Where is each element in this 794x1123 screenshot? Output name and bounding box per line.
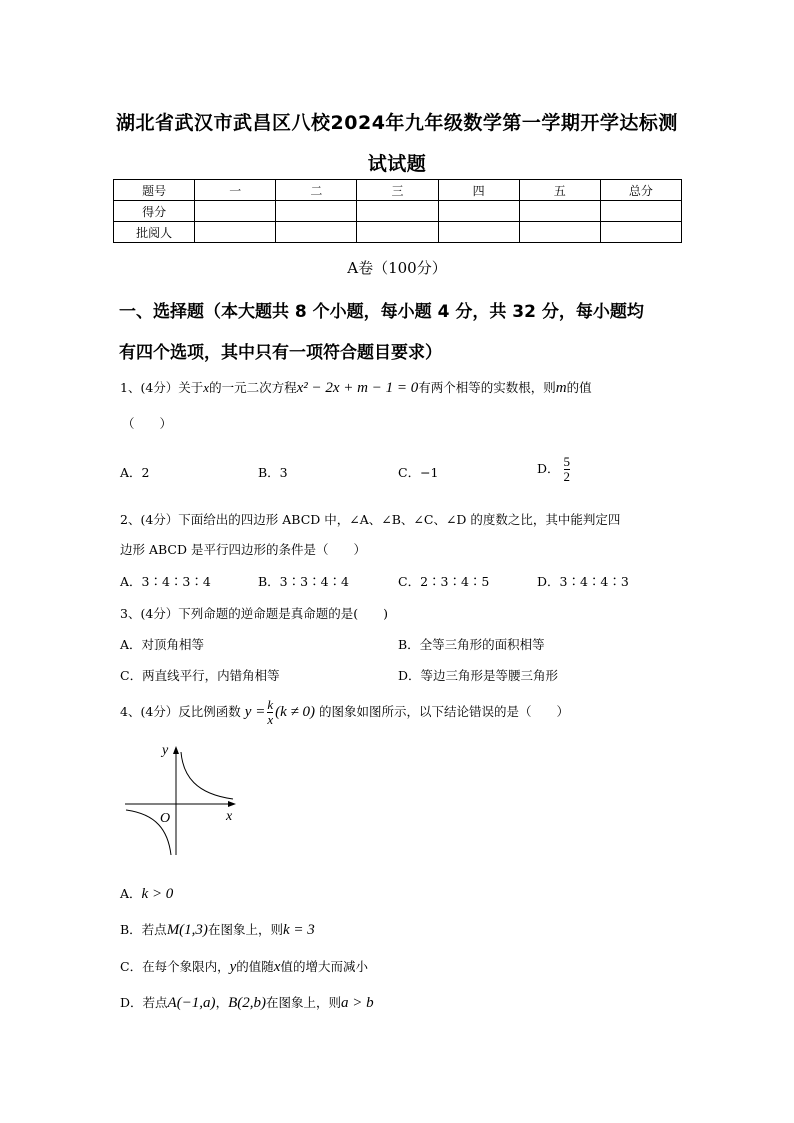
volume-heading: A卷（100分） bbox=[347, 259, 447, 277]
grader-cell[interactable] bbox=[357, 222, 438, 243]
q1-equation: x² − 2x + m − 1 = 0 bbox=[296, 380, 419, 396]
score-table-row-grader bbox=[114, 222, 682, 243]
question-2-stem-line-2: 边形 ABCD 是平行四边形的条件是（ ） bbox=[120, 542, 366, 557]
question-3-stem: 3、(4分）下列命题的逆命题是真命题的是( ) bbox=[120, 606, 389, 621]
q4-option-a-math: k > 0 bbox=[141, 886, 174, 902]
q2-option-d[interactable]: D．3∶4∶4∶3 bbox=[537, 574, 629, 589]
q4-suffix: 的图象如图所示，以下结论错误的是（ ） bbox=[319, 703, 570, 719]
x-axis-arrow bbox=[228, 801, 236, 807]
grader-cell[interactable] bbox=[195, 222, 276, 243]
question-2-stem-line-1: 2、(4分）下面给出的四边形 ABCD 中，∠A、∠B、∠C、∠D 的度数之比，其中能判定四 bbox=[120, 512, 621, 527]
q4-option-c-var-x: x bbox=[273, 959, 281, 975]
q1-option-c[interactable]: C．−1 bbox=[398, 465, 439, 480]
score-table-row-score bbox=[114, 201, 682, 222]
grader-cell[interactable] bbox=[600, 222, 681, 243]
q4-option-a[interactable] bbox=[120, 887, 173, 902]
q4-option-c-suffix: 值的增大而减小 bbox=[280, 959, 368, 974]
q4-func-condition: (k ≠ 0) bbox=[275, 703, 315, 720]
q1-mid-2: 有两个相等的实数根，则 bbox=[418, 380, 556, 395]
q4-prefix: 4、(4分）反比例函数 bbox=[120, 703, 241, 719]
score-row-label: 得分 bbox=[114, 201, 195, 222]
fraction-denominator: x bbox=[267, 711, 274, 727]
q1-var-m: m bbox=[555, 380, 567, 396]
score-row-label: 批阅人 bbox=[114, 222, 195, 243]
grader-cell[interactable] bbox=[276, 222, 357, 243]
q2-option-c[interactable]: C．2∶3∶4∶5 bbox=[398, 574, 490, 589]
q4-hyperbola-graph bbox=[120, 740, 250, 858]
q1-option-d-fraction bbox=[564, 455, 571, 483]
q4-option-d-sep: ， bbox=[215, 995, 229, 1010]
q4-option-b-point: M(1,3) bbox=[166, 922, 208, 938]
q4-func-lhs: y = bbox=[244, 703, 266, 720]
q4-option-d-mid: 在图象上，则 bbox=[265, 995, 341, 1010]
q1-option-b[interactable]: B．3 bbox=[258, 465, 288, 480]
q4-func-fraction bbox=[267, 698, 273, 726]
score-cell[interactable] bbox=[519, 201, 600, 222]
question-1-stem bbox=[120, 381, 592, 396]
q1-suffix: 的值 bbox=[566, 380, 592, 395]
q4-option-d-point-a: A(−1,a) bbox=[167, 995, 216, 1011]
x-axis-label: x bbox=[226, 809, 233, 824]
q4-option-b[interactable] bbox=[120, 923, 315, 938]
score-header-cell: 五 bbox=[519, 180, 600, 201]
q4-option-c-var-y: y bbox=[229, 959, 237, 975]
q4-option-d-label: D．若点 bbox=[120, 995, 168, 1010]
score-header-cell: 三 bbox=[357, 180, 438, 201]
q3-option-a[interactable]: A．对顶角相等 bbox=[120, 637, 205, 652]
score-table bbox=[113, 179, 682, 243]
q1-var-x: x bbox=[203, 380, 210, 395]
score-cell[interactable] bbox=[438, 201, 519, 222]
q1-option-d[interactable] bbox=[537, 455, 570, 483]
q4-option-c-label: C．在每个象限内， bbox=[120, 959, 230, 974]
score-cell[interactable] bbox=[195, 201, 276, 222]
score-cell[interactable] bbox=[357, 201, 438, 222]
score-header-cell: 四 bbox=[438, 180, 519, 201]
score-header-cell: 题号 bbox=[114, 180, 195, 201]
q4-option-c[interactable] bbox=[120, 960, 368, 975]
fraction-denominator: 2 bbox=[563, 468, 571, 484]
origin-label: O bbox=[160, 811, 171, 826]
y-axis-arrow bbox=[173, 746, 179, 754]
q4-option-b-result: k = 3 bbox=[282, 922, 315, 938]
exam-title-line-1: 湖北省武汉市武昌区八校2024年九年级数学第一学期开学达标测 bbox=[116, 112, 678, 134]
score-cell[interactable] bbox=[600, 201, 681, 222]
score-header-cell: 总分 bbox=[600, 180, 681, 201]
q4-option-b-label: B．若点 bbox=[120, 922, 167, 937]
q1-mid-1: 的一元二次方程 bbox=[209, 380, 297, 395]
grader-cell[interactable] bbox=[438, 222, 519, 243]
q4-option-d-point-b: B(2,b) bbox=[228, 995, 266, 1011]
q4-option-c-mid: 的值随 bbox=[236, 959, 274, 974]
q3-option-b[interactable]: B．全等三角形的面积相等 bbox=[398, 637, 545, 652]
score-header-cell: 二 bbox=[276, 180, 357, 201]
q1-option-a[interactable]: A．2 bbox=[120, 465, 150, 480]
fraction-numerator: k bbox=[267, 696, 274, 712]
q1-prefix: 1、(4分）关于 bbox=[120, 380, 204, 395]
q2-option-b[interactable]: B．3∶3∶4∶4 bbox=[258, 574, 349, 589]
exam-title-line-2: 试试题 bbox=[367, 153, 427, 175]
score-table-header-row bbox=[114, 180, 682, 201]
q4-option-d[interactable] bbox=[120, 996, 374, 1011]
score-cell[interactable] bbox=[276, 201, 357, 222]
q1-answer-paren: （ ） bbox=[122, 416, 173, 431]
hyperbola-branch-first-quadrant bbox=[181, 752, 233, 799]
section-1-heading-line-2: 有四个选项，其中只有一项符合题目要求） bbox=[119, 343, 442, 363]
q4-option-d-result: a > b bbox=[341, 995, 374, 1011]
q4-option-a-label: A． bbox=[120, 886, 142, 901]
q3-option-c[interactable]: C．两直线平行，内错角相等 bbox=[120, 668, 280, 683]
score-header-cell: 一 bbox=[195, 180, 276, 201]
q3-option-d[interactable]: D．等边三角形是等腰三角形 bbox=[398, 668, 559, 683]
y-axis-label: y bbox=[162, 743, 169, 758]
q1-option-d-label: D． bbox=[537, 460, 560, 476]
grader-cell[interactable] bbox=[519, 222, 600, 243]
question-4-stem bbox=[120, 695, 569, 729]
q4-option-b-mid: 在图象上，则 bbox=[207, 922, 283, 937]
section-1-heading-line-1: 一、选择题（本大题共 8 个小题，每小题 4 分，共 32 分，每小题均 bbox=[119, 302, 644, 322]
fraction-numerator: 5 bbox=[563, 454, 571, 469]
q2-option-a[interactable]: A．3∶4∶3∶4 bbox=[120, 574, 211, 589]
